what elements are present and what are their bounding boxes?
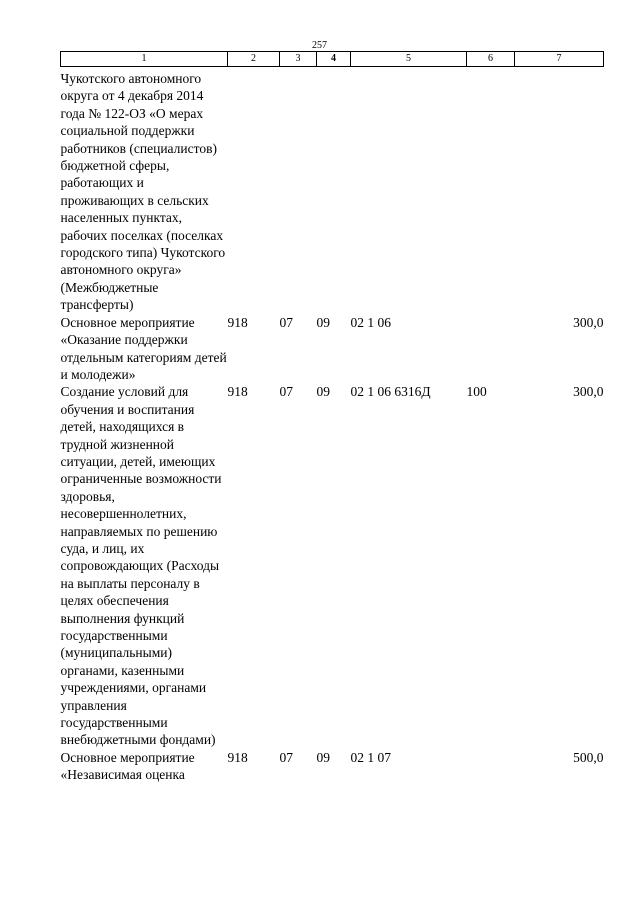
column-header-7: 7	[515, 52, 604, 67]
row-subsection-code: 09	[316, 314, 330, 330]
row-ministry-code: 918	[227, 749, 248, 765]
row-target-article: 02 1 06	[350, 314, 391, 330]
row-expense-type: 100	[466, 384, 487, 400]
row-description: Чукотского автономного округа от 4 декабря 2014 года № 122-ОЗ «О мерах социальной поддержки работников (специалистов) бюджетной сферы, работающих и проживающих в сельских населенных пунктах, рабочих поселках (поселках городского типа) Чукотского автономного округа» (Межбюджетные трансферты)	[60, 71, 226, 313]
row-description: Основное мероприятие «Независимая оценка	[60, 749, 195, 783]
column-header-6: 6	[467, 52, 515, 67]
table-row	[61, 314, 604, 384]
row-subsection-code	[317, 67, 351, 314]
table-row	[61, 383, 604, 749]
row-expense-type	[467, 314, 515, 384]
row-section-code: 07	[279, 384, 293, 400]
row-target-article	[351, 67, 467, 314]
row-ministry-code: 918	[227, 314, 248, 330]
column-header-5: 5	[351, 52, 467, 67]
row-section-code	[280, 67, 317, 314]
column-number-row	[61, 52, 604, 67]
row-target-article: 02 1 07	[350, 749, 391, 765]
row-description: Создание условий для обучения и воспитания детей, находящихся в трудной жизненной ситуации, детей, имеющих ограниченные возможности здоровья, несовершеннолетних, направляемых по решению суда, и лиц, их сопровождающих (Расходы на выплаты персоналу в целях обеспечения выполнения функций государственными (муниципальными) органами, казенными учреждениями, органами управления государственными внебюджетными фондами)	[60, 384, 222, 748]
row-subsection-code: 09	[316, 749, 330, 765]
row-subsection-code: 09	[316, 384, 330, 400]
row-section-code: 07	[279, 314, 293, 330]
row-amount	[515, 67, 604, 314]
row-expense-type	[467, 67, 515, 314]
row-ministry-code: 918	[227, 384, 248, 400]
column-header-3: 3	[280, 52, 317, 67]
row-amount: 300,0	[573, 314, 604, 330]
budget-table	[60, 51, 604, 784]
table-row	[61, 67, 604, 314]
row-description: Основное мероприятие «Оказание поддержки отдельным категориям детей и молодежи»	[60, 314, 227, 382]
row-section-code: 07	[279, 749, 293, 765]
page-number: 257	[312, 40, 327, 51]
column-header-2: 2	[228, 52, 280, 67]
row-amount: 500,0	[573, 749, 604, 765]
table-row	[61, 749, 604, 784]
row-target-article: 02 1 06 6316Д	[350, 384, 431, 400]
row-ministry-code	[228, 67, 280, 314]
column-header-4: 4	[317, 52, 351, 67]
row-expense-type	[467, 749, 515, 784]
column-header-1: 1	[61, 52, 228, 67]
row-amount: 300,0	[573, 384, 604, 400]
